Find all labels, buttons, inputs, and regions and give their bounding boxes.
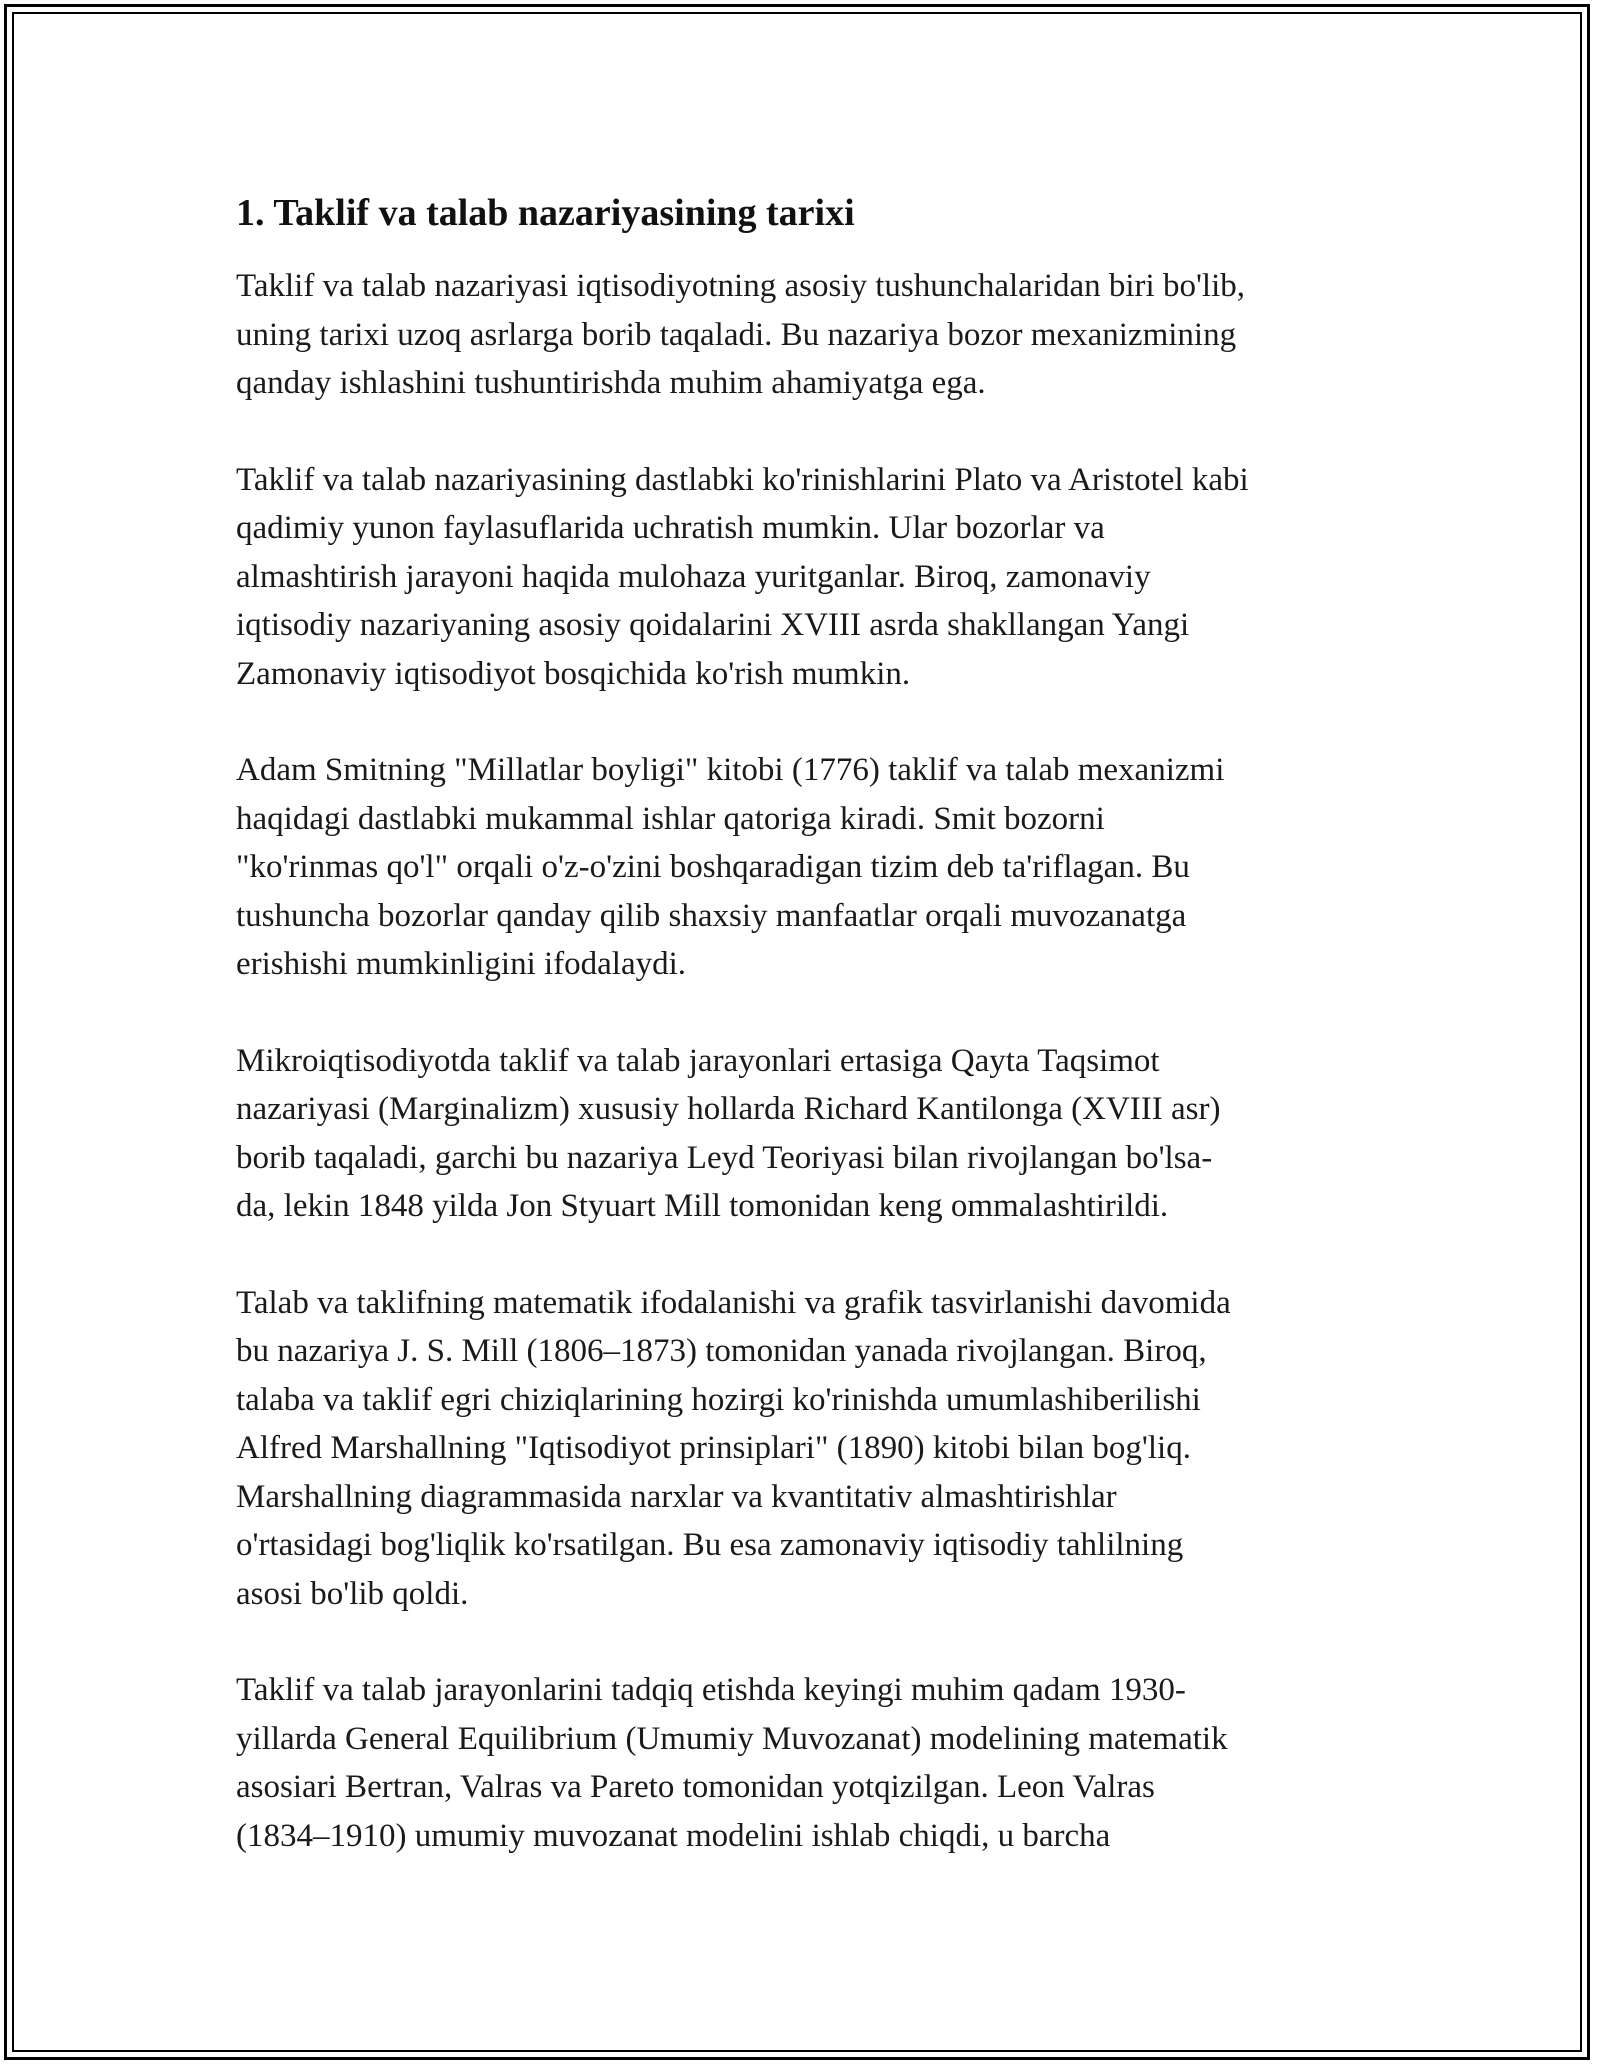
paragraph-line: Talab va taklifning matematik ifodalanishi va grafik tasvirlanishi davomida [236,1284,1231,1321]
paragraph-line: qadimiy yunon faylasuflarida uchratish mumkin. Ular bozorlar va [236,510,1105,546]
paragraph-line: Alfred Marshallning "Iqtisodiyot prinsiplari" (1890) kitobi bilan bog'liq. [236,1430,1191,1466]
paragraph-list [236,262,1386,1860]
paragraph-line: Taklif va talab nazariyasi iqtisodiyotning asosiy tushunchalaridan biri bo'lib, [236,268,1245,304]
paragraph-line: nazariyasi (Marginalizm) xususiy hollarda Richard Kantilonga (XVIII asr) [236,1091,1221,1127]
paragraph-line: Zamonaviy iqtisodiyot bosqichida ko'rish mumkin. [236,655,911,692]
paragraph-line: "ko'rinmas qo'l" orqali o'z-o'zini boshqaradigan tizim deb ta'riflagan. Bu [236,849,1190,885]
paragraph-line: o'rtasidagi bog'liqlik ko'rsatilgan. Bu esa zamonaviy iqtisodiy tahlilning [236,1527,1184,1563]
paragraph-line: almashtirish jarayoni haqida mulohaza yuritganlar. Biroq, zamonaviy [236,558,1151,595]
paragraph-line: erishishi mumkinligini ifodalaydi. [236,946,687,982]
paragraph-line: Taklif va talab jarayonlarini tadqiq etishda keyingi muhim qadam 1930- [236,1672,1186,1708]
paragraph-line: haqidagi dastlabki mukammal ishlar qatoriga kiradi. Smit bozorni [236,800,1105,837]
paragraph-line: iqtisodiy nazariyaning asosiy qoidalarini XVIII asrda shakllangan Yangi [236,607,1190,643]
document-body [236,184,1386,1908]
paragraph-line: yillarda General Equilibrium (Umumiy Muvozanat) modelining matematik [236,1720,1228,1757]
paragraph [236,746,1386,989]
paragraph-line: uning tarixi uzoq asrlarga borib taqaladi. Bu nazariya bozor mexanizmining [236,316,1237,353]
paragraph-line: Mikroiqtisodiyotda taklif va talab jarayonlari ertasiga Qayta Taqsimot [236,1042,1160,1079]
paragraph-line: Adam Smitning "Millatlar boyligi" kitobi (1776) taklif va talab mexanizmi [236,752,1225,788]
paragraph-line: da, lekin 1848 yilda Jon Styuart Mill tomonidan keng ommalashtirildi. [236,1188,1169,1224]
paragraph [236,1279,1386,1619]
paragraph [236,262,1386,408]
paragraph [236,1666,1386,1860]
paragraph-line: talaba va taklif egri chiziqlarining hozirgi ko'rinishda umumlashiberilishi [236,1381,1201,1418]
paragraph [236,1037,1386,1231]
paragraph-line: bu nazariya J. S. Mill (1806–1873) tomonidan yanada rivojlangan. Biroq, [236,1333,1207,1369]
paragraph-line: tushuncha bozorlar qanday qilib shaxsiy manfaatlar orqali muvozanatga [236,897,1187,934]
section-heading: 1. Taklif va talab nazariyasining tarixi [236,192,855,234]
paragraph-line: Marshallning diagrammasida narxlar va kvantitativ almashtirishlar [236,1478,1117,1515]
paragraph-line: Taklif va talab nazariyasining dastlabki ko'rinishlarini Plato va Aristotel kabi [236,461,1249,498]
paragraph-line: borib taqaladi, garchi bu nazariya Leyd Teoriyasi bilan rivojlangan bo'lsa- [236,1139,1213,1176]
paragraph-line: qanday ishlashini tushuntirishda muhim ahamiyatga ega. [236,365,986,401]
paragraph-line: (1834–1910) umumiy muvozanat modelini ishlab chiqdi, u barcha [236,1817,1111,1854]
paragraph [236,456,1386,699]
paragraph-line: asosi bo'lib qoldi. [236,1575,469,1612]
paragraph-line: asosiari Bertran, Valras va Pareto tomonidan yotqizilgan. Leon Valras [236,1769,1155,1805]
